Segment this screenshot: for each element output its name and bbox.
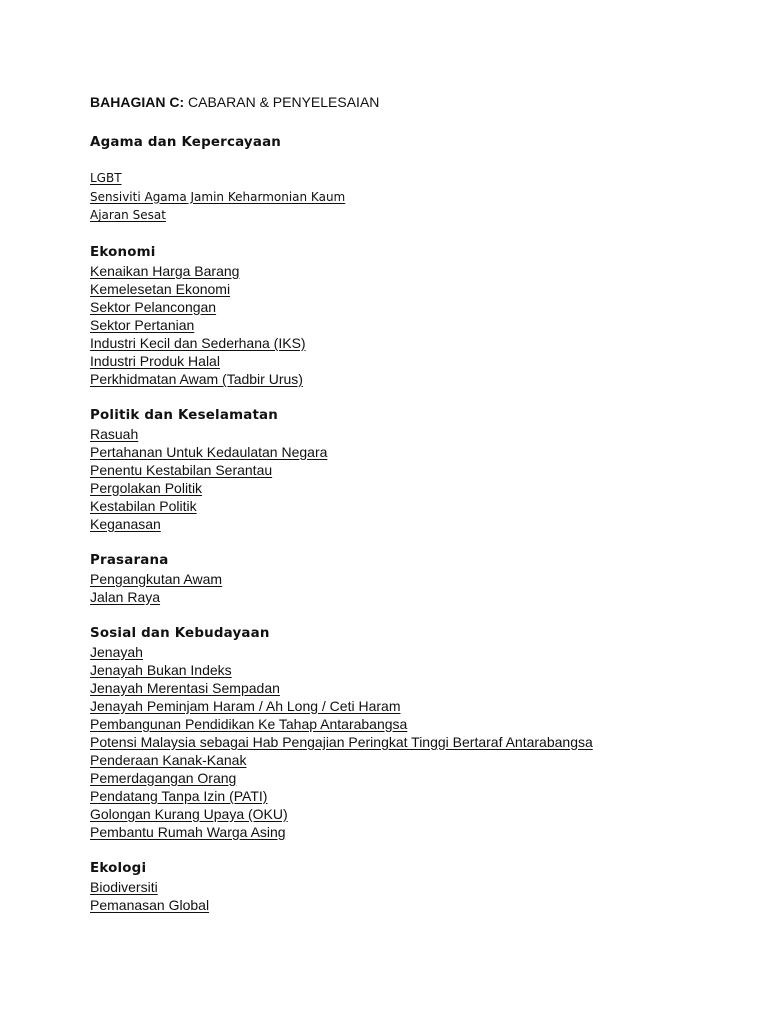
topic-link-iks[interactable]: Industri Kecil dan Sederhana (IKS) (90, 334, 306, 351)
document-title-lead: BAHAGIAN C: (90, 94, 185, 110)
topic-link-keganasan[interactable]: Keganasan (90, 515, 161, 532)
topic-link-lgbt[interactable]: LGBT (90, 171, 122, 185)
topic-link-sektor-pelancongan[interactable]: Sektor Pelancongan (90, 298, 217, 315)
topic-link-jenayah[interactable]: Jenayah (90, 643, 143, 660)
list-item (90, 280, 750, 298)
list-item (90, 443, 750, 461)
topic-link-pati[interactable]: Pendatang Tanpa Izin (PATI) (90, 787, 268, 804)
list-item (90, 588, 750, 606)
list-item (90, 643, 750, 661)
topic-link-biodiversiti[interactable]: Biodiversiti (90, 878, 158, 895)
document-page (90, 93, 750, 914)
topic-link-ajaran-sesat[interactable]: Ajaran Sesat (90, 208, 166, 222)
list-item (90, 370, 750, 388)
section-prasarana (90, 552, 750, 606)
list-item (90, 878, 750, 896)
spacer (90, 225, 750, 244)
topic-link-penentu-kestabilan[interactable]: Penentu Kestabilan Serantau (90, 461, 273, 478)
topic-link-industri-produk-halal[interactable]: Industri Produk Halal (90, 352, 220, 369)
topic-link-pembantu-rumah[interactable]: Pembantu Rumah Warga Asing (90, 823, 286, 840)
topic-link-jenayah-merentasi-sempadan[interactable]: Jenayah Merentasi Sempadan (90, 679, 280, 696)
topic-link-penderaan-kanak-kanak[interactable]: Penderaan Kanak-Kanak (90, 751, 247, 768)
list-item (90, 769, 750, 787)
list-item (90, 515, 750, 533)
section-heading-prasarana: Prasarana (90, 552, 169, 568)
list-item (90, 206, 750, 225)
section-heading-agama: Agama dan Kepercayaan (90, 135, 282, 150)
list-item (90, 298, 750, 316)
topic-link-potensi-malaysia[interactable]: Potensi Malaysia sebagai Hab Pengajian Peringkat Tinggi Bertaraf Antarabangsa (90, 733, 593, 750)
topic-link-sektor-pertanian[interactable]: Sektor Pertanian (90, 316, 195, 333)
section-heading-ekologi: Ekologi (90, 860, 147, 876)
document-title (90, 93, 750, 111)
list-item (90, 497, 750, 515)
list-item (90, 479, 750, 497)
spacer (90, 152, 750, 169)
topic-link-pemerdagangan-orang[interactable]: Pemerdagangan Orang (90, 769, 237, 786)
link-list-prasarana (90, 570, 750, 606)
topic-link-pergolakan-politik[interactable]: Pergolakan Politik (90, 479, 203, 496)
topic-link-jenayah-bukan-indeks[interactable]: Jenayah Bukan Indeks (90, 661, 232, 678)
section-heading-politik: Politik dan Keselamatan (90, 407, 279, 423)
topic-link-rasuah[interactable]: Rasuah (90, 425, 139, 442)
list-item (90, 570, 750, 588)
topic-link-perkhidmatan-awam[interactable]: Perkhidmatan Awam (Tadbir Urus) (90, 370, 303, 387)
section-heading-ekonomi: Ekonomi (90, 244, 156, 260)
list-item (90, 805, 750, 823)
list-item (90, 896, 750, 914)
list-item (90, 188, 750, 207)
topic-link-jenayah-peminjam-haram[interactable]: Jenayah Peminjam Haram / Ah Long / Ceti Haram (90, 697, 401, 714)
list-item (90, 461, 750, 479)
topic-link-pemanasan-global[interactable]: Pemanasan Global (90, 896, 210, 913)
list-item (90, 679, 750, 697)
list-item (90, 715, 750, 733)
topic-link-pembangunan-pendidikan[interactable]: Pembangunan Pendidikan Ke Tahap Antarabangsa (90, 715, 408, 732)
spacer (90, 841, 750, 860)
list-item (90, 169, 750, 188)
list-item (90, 316, 750, 334)
list-item (90, 697, 750, 715)
topic-link-sensiviti-agama[interactable]: Sensiviti Agama Jamin Keharmonian Kaum (90, 189, 346, 204)
section-politik (90, 407, 750, 533)
list-item (90, 262, 750, 280)
list-item (90, 823, 750, 841)
spacer (90, 606, 750, 625)
topic-link-pengangkutan-awam[interactable]: Pengangkutan Awam (90, 570, 223, 587)
section-agama (90, 134, 750, 225)
topic-link-kemelesetan-ekonomi[interactable]: Kemelesetan Ekonomi (90, 280, 231, 297)
spacer (90, 111, 750, 134)
list-item (90, 334, 750, 352)
section-heading-sosial: Sosial dan Kebudayaan (90, 625, 270, 641)
topic-link-oku[interactable]: Golongan Kurang Upaya (OKU) (90, 805, 288, 822)
link-list-sosial (90, 643, 750, 841)
section-ekologi (90, 860, 750, 914)
link-list-politik (90, 425, 750, 533)
topic-link-kenaikan-harga-barang[interactable]: Kenaikan Harga Barang (90, 262, 240, 279)
spacer (90, 533, 750, 552)
spacer (90, 388, 750, 407)
list-item (90, 661, 750, 679)
section-ekonomi (90, 244, 750, 388)
link-list-ekologi (90, 878, 750, 914)
list-item (90, 787, 750, 805)
topic-link-kestabilan-politik[interactable]: Kestabilan Politik (90, 497, 197, 514)
list-item (90, 352, 750, 370)
list-item (90, 425, 750, 443)
list-item (90, 751, 750, 769)
link-list-ekonomi (90, 262, 750, 388)
document-title-rest: CABARAN & PENYELESAIAN (184, 94, 380, 110)
link-list-agama (90, 169, 750, 225)
topic-link-jalan-raya[interactable]: Jalan Raya (90, 588, 161, 605)
section-sosial (90, 625, 750, 841)
topic-link-pertahanan[interactable]: Pertahanan Untuk Kedaulatan Negara (90, 443, 328, 460)
list-item (90, 733, 750, 751)
